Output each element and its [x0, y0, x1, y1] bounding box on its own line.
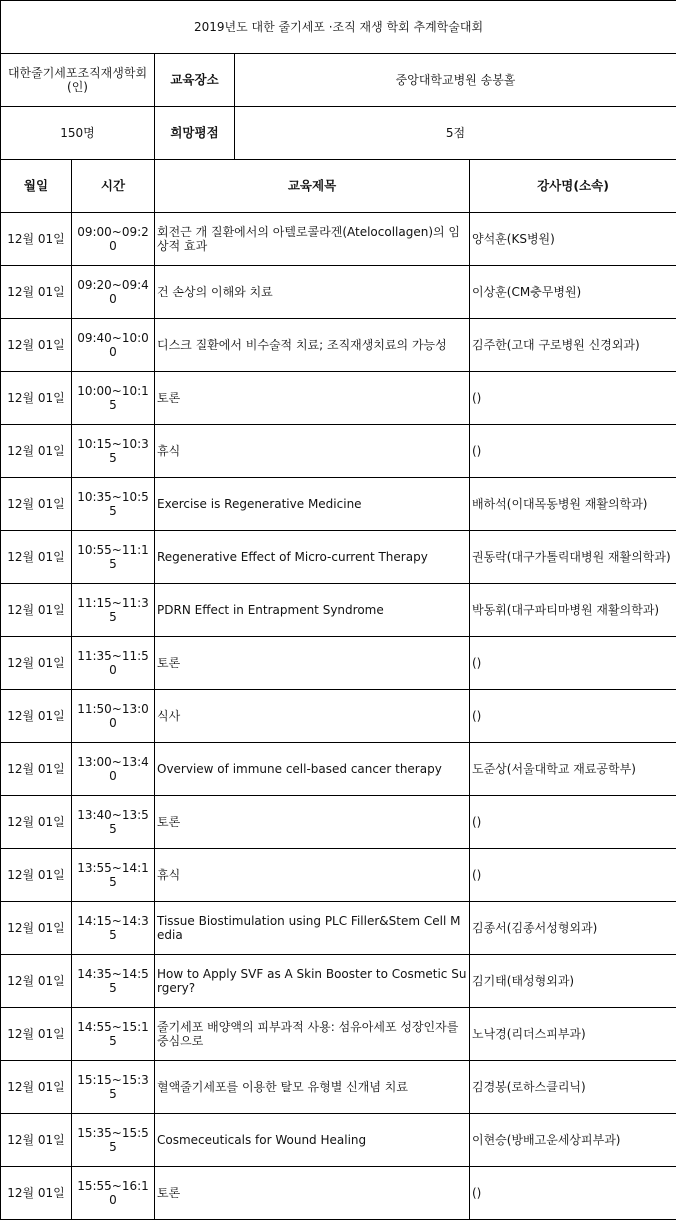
table-row — [1, 1008, 676, 1061]
session-date: 12월 01일 — [1, 1008, 72, 1061]
session-speaker: () — [470, 849, 676, 902]
session-date: 12월 01일 — [1, 955, 72, 1008]
session-topic: 회전근 개 질환에서의 아텔로콜라겐(Atelocollagen)의 임상적 효과 — [155, 213, 470, 266]
session-speaker: 노낙경(리더스피부과) — [470, 1008, 676, 1061]
header-time: 시간 — [72, 160, 155, 213]
session-date: 12월 01일 — [1, 902, 72, 955]
session-time: 11:15~11:35 — [72, 584, 155, 637]
session-time: 10:15~10:35 — [72, 425, 155, 478]
session-date: 12월 01일 — [1, 1167, 72, 1220]
capacity-cell: 150명 — [1, 107, 155, 160]
session-time: 15:15~15:35 — [72, 1061, 155, 1114]
session-time: 15:35~15:55 — [72, 1114, 155, 1167]
session-time: 11:35~11:50 — [72, 637, 155, 690]
session-speaker: () — [470, 1167, 676, 1220]
session-date: 12월 01일 — [1, 425, 72, 478]
table-row — [1, 637, 676, 690]
session-speaker: () — [470, 425, 676, 478]
session-topic: 토론 — [155, 796, 470, 849]
table-row — [1, 213, 676, 266]
session-date: 12월 01일 — [1, 372, 72, 425]
table-row — [1, 425, 676, 478]
session-time: 14:55~15:15 — [72, 1008, 155, 1061]
table-row — [1, 372, 676, 425]
session-topic: 혈액줄기세포를 이용한 탈모 유형별 신개념 치료 — [155, 1061, 470, 1114]
score-row — [1, 107, 676, 160]
session-date: 12월 01일 — [1, 690, 72, 743]
session-time: 09:40~10:00 — [72, 319, 155, 372]
session-speaker: 박동휘(대구파티마병원 재활의학과) — [470, 584, 676, 637]
session-topic: 휴식 — [155, 425, 470, 478]
session-speaker: () — [470, 637, 676, 690]
session-time: 11:50~13:00 — [72, 690, 155, 743]
table-row — [1, 743, 676, 796]
session-speaker: 권동락(대구가톨릭대병원 재활의학과) — [470, 531, 676, 584]
session-topic: 토론 — [155, 637, 470, 690]
session-date: 12월 01일 — [1, 266, 72, 319]
table-row — [1, 584, 676, 637]
venue-label: 교육장소 — [155, 54, 235, 107]
session-topic: 디스크 질환에서 비수술적 치료; 조직재생치료의 가능성 — [155, 319, 470, 372]
table-row — [1, 690, 676, 743]
session-speaker: 양석훈(KS병원) — [470, 213, 676, 266]
header-speaker: 강사명(소속) — [470, 160, 676, 213]
session-time: 10:00~10:15 — [72, 372, 155, 425]
session-speaker: () — [470, 690, 676, 743]
session-time: 15:55~16:10 — [72, 1167, 155, 1220]
session-date: 12월 01일 — [1, 478, 72, 531]
session-time: 10:35~10:55 — [72, 478, 155, 531]
table-row — [1, 1167, 676, 1220]
table-row — [1, 531, 676, 584]
table-row — [1, 955, 676, 1008]
session-speaker: 김기태(태성형외과) — [470, 955, 676, 1008]
session-date: 12월 01일 — [1, 1061, 72, 1114]
session-topic: 토론 — [155, 1167, 470, 1220]
venue-cell: 중앙대학교병원 송봉홀 — [235, 54, 676, 107]
session-topic: 줄기세포 배양액의 피부과적 사용: 섬유아세포 성장인자를 중심으로 — [155, 1008, 470, 1061]
session-topic: 토론 — [155, 372, 470, 425]
session-time: 09:20~09:40 — [72, 266, 155, 319]
page-title: 2019년도 대한 줄기세포 ·조직 재생 학회 추계학술대회 — [1, 1, 676, 54]
session-time: 14:15~14:35 — [72, 902, 155, 955]
session-date: 12월 01일 — [1, 584, 72, 637]
table-row — [1, 1114, 676, 1167]
header-date: 월일 — [1, 160, 72, 213]
session-topic: PDRN Effect in Entrapment Syndrome — [155, 584, 470, 637]
header-topic: 교육제목 — [155, 160, 470, 213]
session-speaker: () — [470, 796, 676, 849]
session-date: 12월 01일 — [1, 796, 72, 849]
session-topic: 휴식 — [155, 849, 470, 902]
session-topic: How to Apply SVF as A Skin Booster to Cosmetic Surgery? — [155, 955, 470, 1008]
session-time: 13:40~13:55 — [72, 796, 155, 849]
session-date: 12월 01일 — [1, 531, 72, 584]
table-row — [1, 478, 676, 531]
session-date: 12월 01일 — [1, 319, 72, 372]
session-time: 13:55~14:15 — [72, 849, 155, 902]
table-row — [1, 266, 676, 319]
organizer-cell: 대한줄기세포조직재생학회(인) — [1, 54, 155, 107]
table-row — [1, 319, 676, 372]
session-speaker: () — [470, 372, 676, 425]
session-topic: Overview of immune cell-based cancer therapy — [155, 743, 470, 796]
session-date: 12월 01일 — [1, 1114, 72, 1167]
session-topic: Regenerative Effect of Micro-current Therapy — [155, 531, 470, 584]
session-time: 14:35~14:55 — [72, 955, 155, 1008]
header-row — [1, 160, 676, 213]
session-speaker: 도준상(서울대학교 재료공학부) — [470, 743, 676, 796]
session-date: 12월 01일 — [1, 637, 72, 690]
session-time: 10:55~11:15 — [72, 531, 155, 584]
session-date: 12월 01일 — [1, 743, 72, 796]
session-speaker: 김종서(김종서성형외과) — [470, 902, 676, 955]
session-date: 12월 01일 — [1, 849, 72, 902]
session-speaker: 김주한(고대 구로병원 신경외과) — [470, 319, 676, 372]
table-row — [1, 1061, 676, 1114]
table-row — [1, 849, 676, 902]
table-row — [1, 902, 676, 955]
session-speaker: 이상훈(CM충무병원) — [470, 266, 676, 319]
session-time: 13:00~13:40 — [72, 743, 155, 796]
session-speaker: 이현승(방배고운세상피부과) — [470, 1114, 676, 1167]
session-topic: 식사 — [155, 690, 470, 743]
venue-row — [1, 54, 676, 107]
session-topic: Cosmeceuticals for Wound Healing — [155, 1114, 470, 1167]
session-time: 09:00~09:20 — [72, 213, 155, 266]
table-row — [1, 796, 676, 849]
session-topic: Tissue Biostimulation using PLC Filler&Stem Cell Media — [155, 902, 470, 955]
session-date: 12월 01일 — [1, 213, 72, 266]
session-topic: 건 손상의 이해와 치료 — [155, 266, 470, 319]
score-cell: 5점 — [235, 107, 676, 160]
session-speaker: 김경봉(로하스클리닉) — [470, 1061, 676, 1114]
session-topic: Exercise is Regenerative Medicine — [155, 478, 470, 531]
session-speaker: 배하석(이대목동병원 재활의학과) — [470, 478, 676, 531]
score-label: 희망평점 — [155, 107, 235, 160]
title-row — [1, 1, 676, 54]
